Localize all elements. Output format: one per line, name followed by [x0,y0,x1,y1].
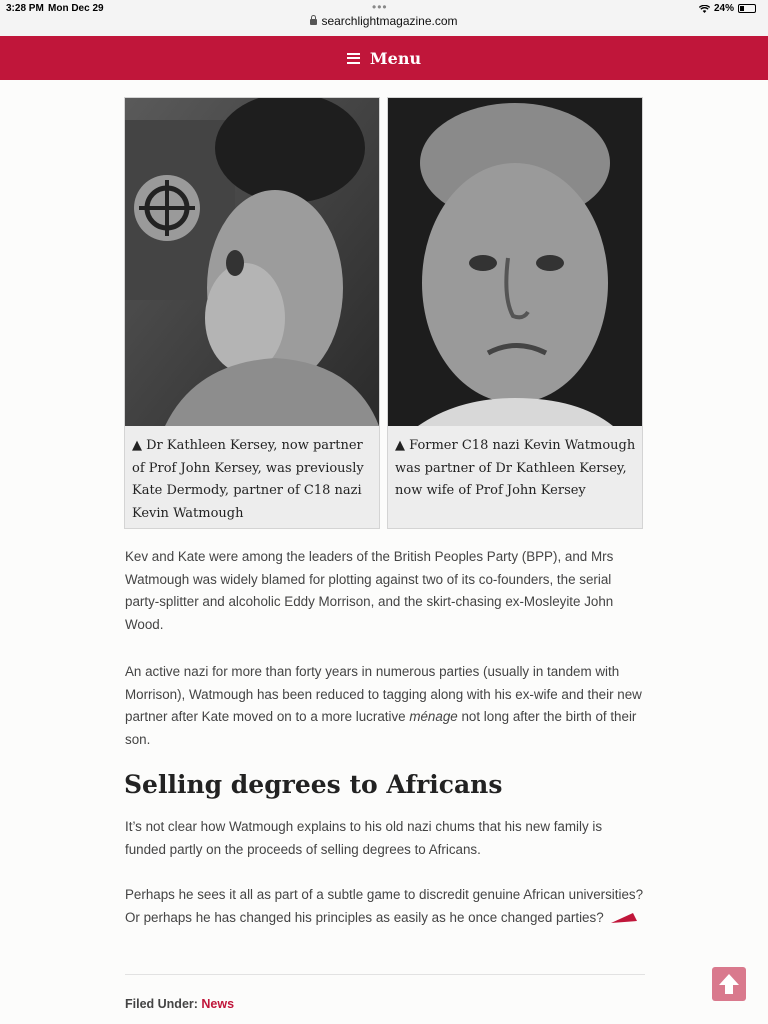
category-link-news[interactable]: News [201,997,235,1011]
end-mark-icon [611,913,637,923]
arrow-up-icon [712,967,746,1001]
article-paragraph-4 [125,884,645,929]
section-heading: Selling degrees to Africans [124,770,503,799]
battery-percent: 24% [713,3,734,14]
status-bar [0,0,768,36]
article-paragraph-4-wrap [125,884,645,929]
photo-card-right [387,97,643,529]
lock-icon [310,19,317,25]
filed-under [125,997,234,1011]
article-paragraph-3-wrap [125,816,645,861]
photo-card-left [124,97,380,529]
status-time: 3:28 PM [6,3,44,14]
footer-divider [125,974,645,975]
article-paragraph-2 [125,661,645,751]
wifi-icon [699,5,710,13]
article-paragraph-2-wrap [125,661,645,751]
scroll-to-top-button[interactable] [712,967,746,1001]
filed-under-label: Filed Under: [125,997,198,1011]
status-right [699,3,756,14]
url-text: searchlightmagazine.com [321,14,458,28]
p2-emphasis: ménage [409,709,458,725]
p4-text: Perhaps he sees it all as part of a subtle game to discredit genuine African universities? Or perhaps he has changed his principles as easily as he once changed parties? [125,887,644,925]
hamburger-icon [347,53,360,64]
p2-text-a: An active nazi for more than forty years in numerous parties (usually in tandem with Morrison), Watmough has been reduced to tagging along with his ex-wife and their new partner after Kate moved on to a more lucrative [125,664,642,725]
multitask-dots-icon[interactable]: ••• [372,0,388,14]
menu-label: Menu [369,48,422,68]
battery-icon [738,4,756,13]
address-bar[interactable] [0,14,768,28]
article-paragraph-1-wrap [125,546,645,636]
menu-bar[interactable] [0,36,768,80]
photo-kevin-watmough [388,98,642,426]
p2-text-b: not long after the birth of their son. [125,709,637,747]
photo-kathleen-kersey [125,98,379,426]
photo-caption-left: ▲ Dr Kathleen Kersey, now partner of Prof John Kersey, was previously Kate Dermody, partner of C18 nazi Kevin Watmough [132,438,364,521]
article-paragraph-1: Kev and Kate were among the leaders of the British Peoples Party (BPP), and Mrs Watmough was widely blamed for plotting against two of its co-founders, the serial party-splitter and alcoholic Eddy Morrison, and the skirt-chasing ex-Mosleyite John Wood. [125,549,614,632]
status-date: Mon Dec 29 [48,3,104,14]
photo-caption-right: ▲ Former C18 nazi Kevin Watmough was partner of Dr Kathleen Kersey, now wife of Prof John Kersey [395,438,636,498]
article-paragraph-3: It’s not clear how Watmough explains to his old nazi chums that his new family is funded partly on the proceeds of selling degrees to Africans. [125,819,603,857]
